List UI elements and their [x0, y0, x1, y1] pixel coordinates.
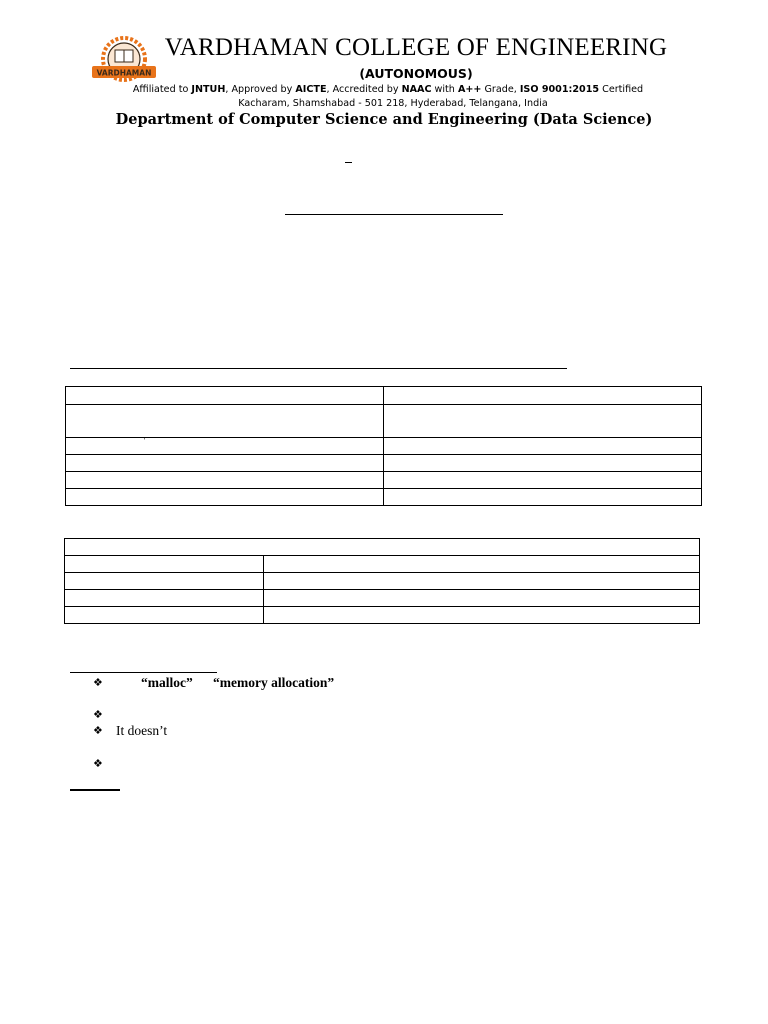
affiliation-line: Affiliated to JNTUH, Approved by AICTE, Accredited by NAAC with A++ Grade, ISO 9001:2015 Certified: [132, 84, 644, 95]
table-cell: [264, 590, 700, 607]
table-row: [66, 387, 702, 405]
table-cell: [384, 405, 702, 438]
bullet-icon: ❖: [93, 708, 103, 721]
table-header-cell: [65, 539, 700, 556]
table-row: [66, 405, 702, 438]
table-cell: [384, 438, 702, 455]
section-heading-underline: [70, 672, 217, 673]
table-cell: [384, 455, 702, 472]
malloc-term: “malloc”: [141, 675, 193, 690]
table-cell: [65, 607, 264, 624]
table-cell: ': [66, 438, 384, 455]
table-cell: [264, 573, 700, 590]
table-row: [65, 607, 700, 624]
table-cell: [65, 590, 264, 607]
table-row: [66, 438, 702, 455]
dash-mark: [345, 162, 352, 163]
table-cell: [65, 573, 264, 590]
parameters-table: [64, 538, 700, 624]
bullet-icon: ❖: [93, 724, 103, 737]
table-cell: [66, 405, 384, 438]
bullet-text: It doesn’t: [116, 723, 168, 738]
bullet-icon: ❖: [93, 676, 103, 689]
table-row: [66, 472, 702, 489]
table-cell: [384, 387, 702, 405]
svg-text:VARDHAMAN: VARDHAMAN: [96, 68, 152, 78]
table-cell: [66, 455, 384, 472]
table-row: [65, 590, 700, 607]
table-row: [66, 455, 702, 472]
table-row: [65, 573, 700, 590]
table-cell: [384, 489, 702, 506]
college-name: VARDHAMAN COLLEGE OF ENGINEERING: [164, 34, 668, 61]
table-row: [65, 539, 700, 556]
details-table: [65, 386, 702, 506]
table-row: [65, 556, 700, 573]
table-cell: [264, 556, 700, 573]
department-title: Department of Computer Science and Engineering (Data Science): [115, 111, 653, 128]
section-heading-underline-2: [70, 789, 120, 791]
table-cell: [66, 472, 384, 489]
table-cell: [264, 607, 700, 624]
memory-allocation-term: “memory allocation”: [213, 675, 335, 690]
bullet-icon: ❖: [93, 757, 103, 770]
blank-line-subtitle: [70, 368, 567, 369]
table-cell: [65, 556, 264, 573]
autonomous-label: (AUTONOMOUS): [359, 66, 473, 81]
blank-line-title: [285, 214, 503, 215]
college-address: Kacharam, Shamshabad - 501 218, Hyderabad, Telangana, India: [238, 98, 548, 109]
table-cell: [66, 489, 384, 506]
table-cell: [384, 472, 702, 489]
table-cell: [66, 387, 384, 405]
table-row: [66, 489, 702, 506]
